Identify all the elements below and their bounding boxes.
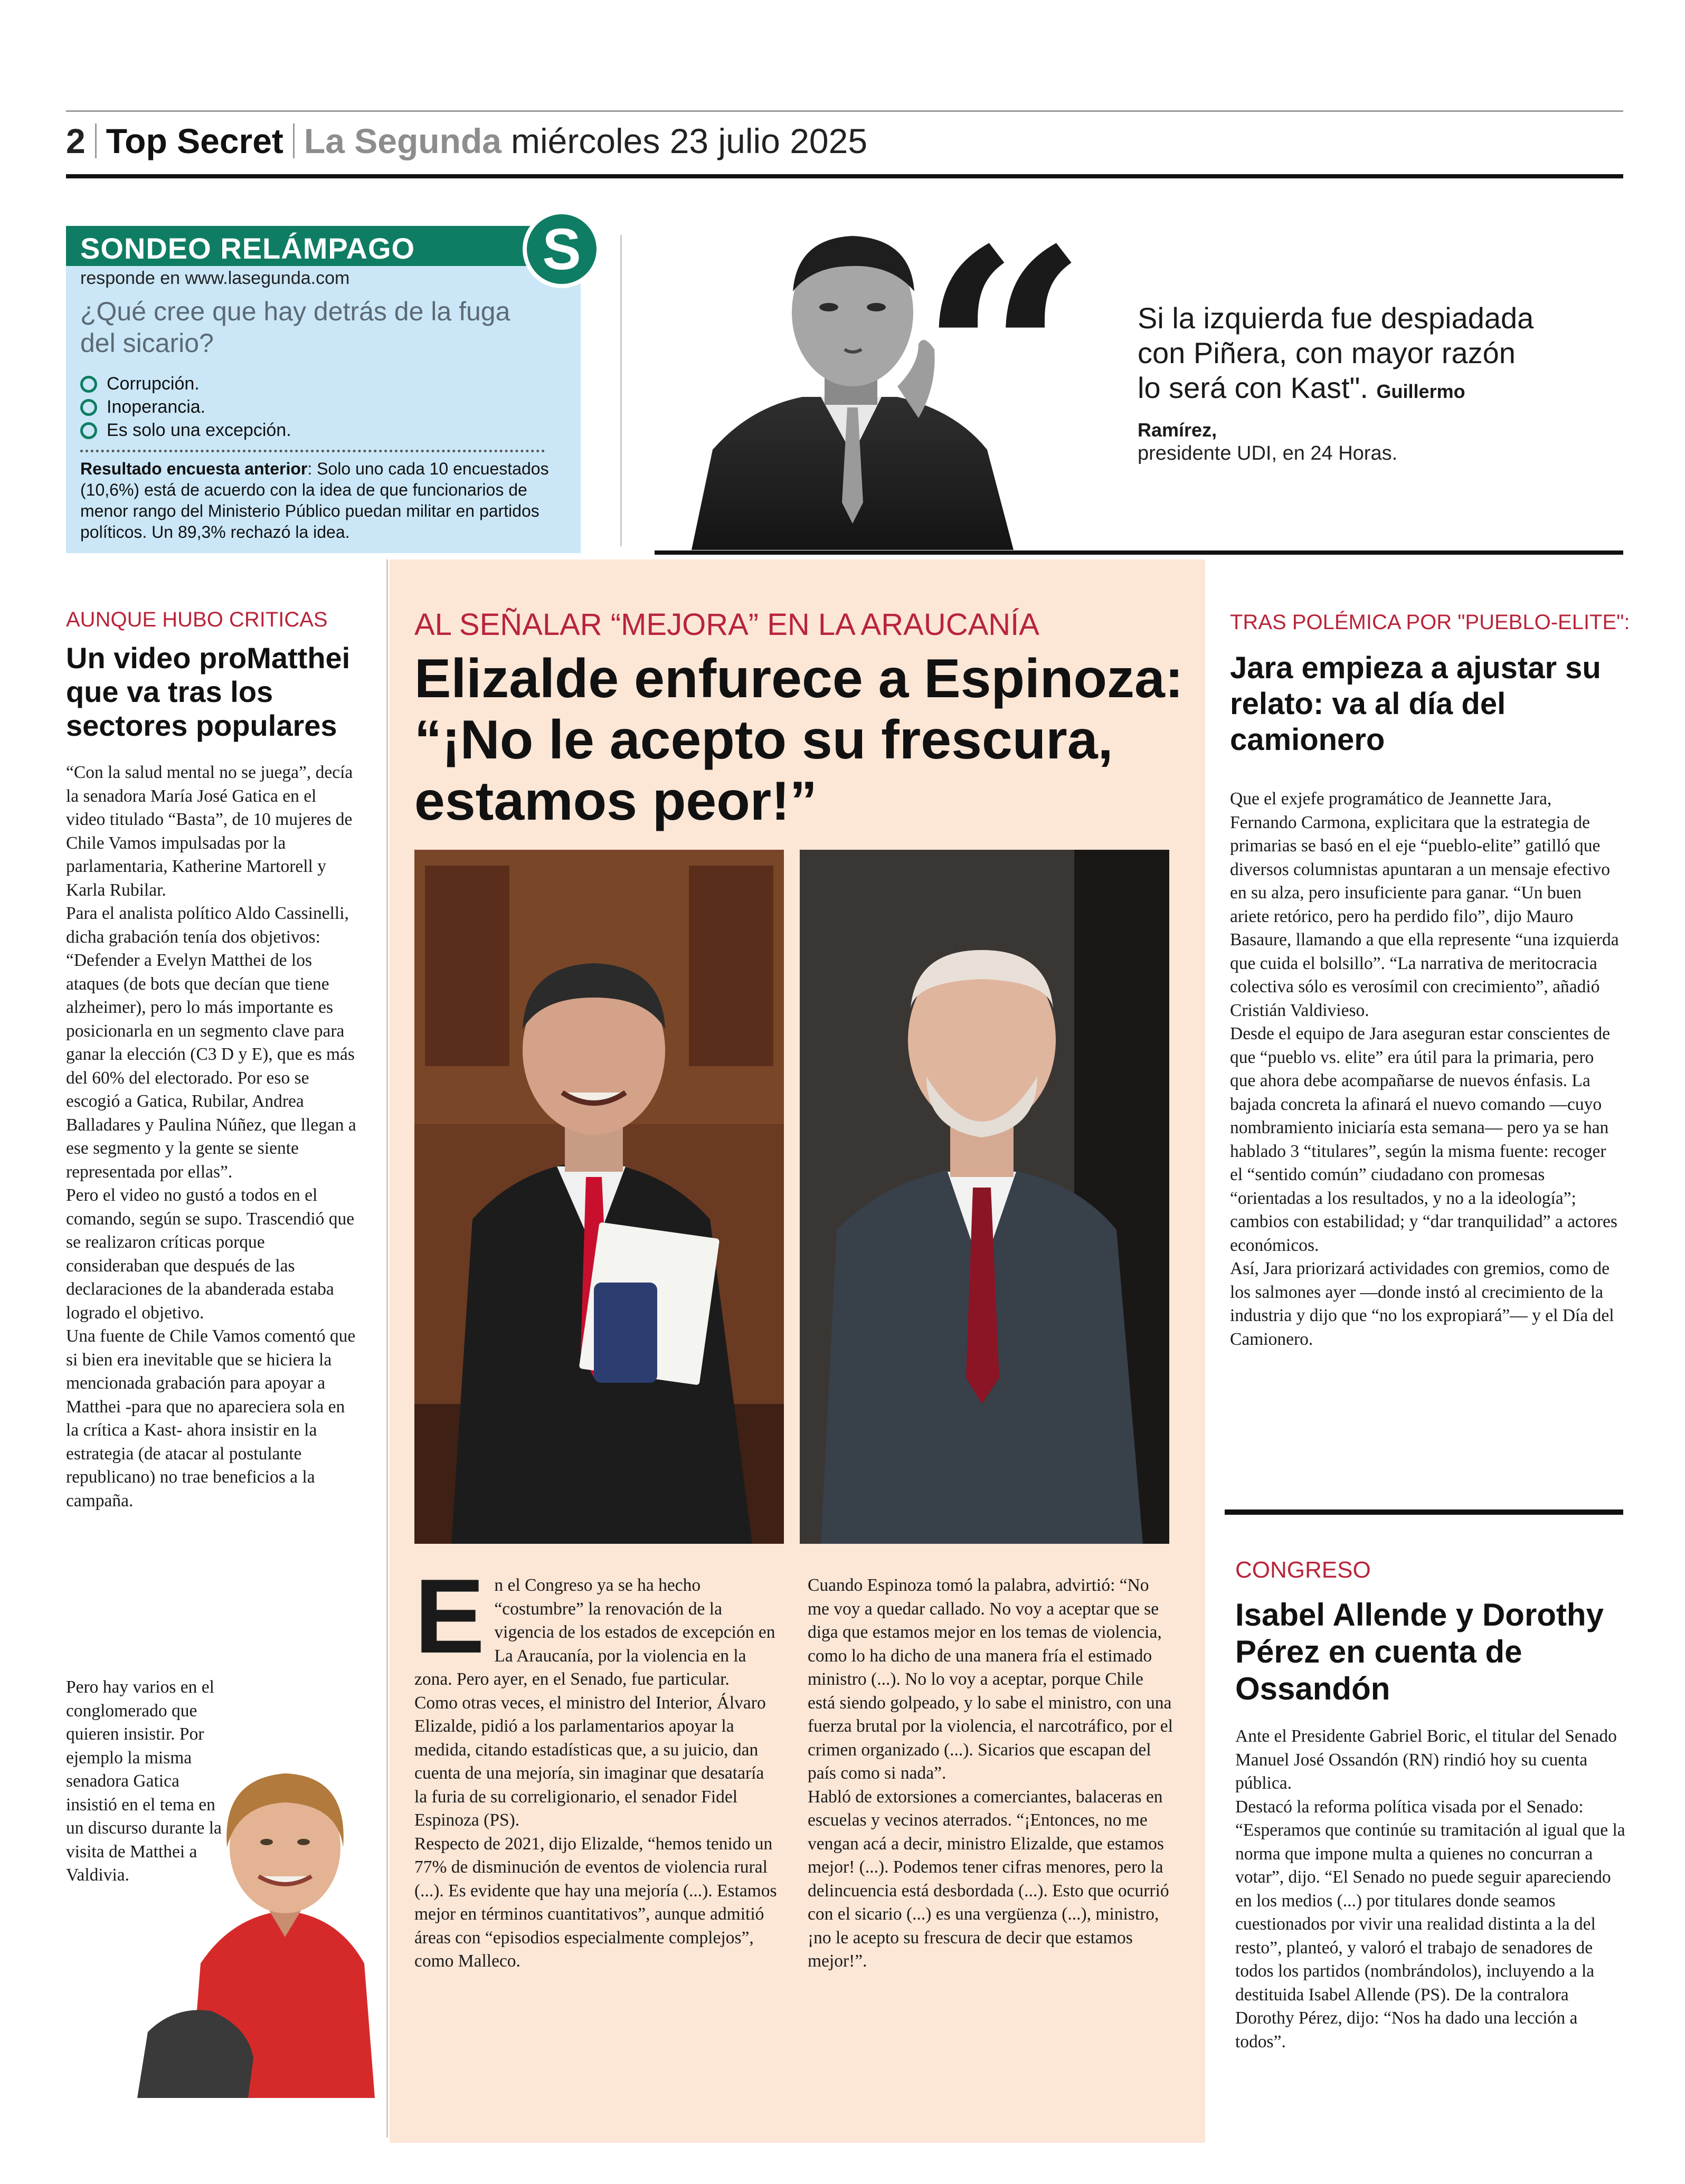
- left-story-tail: Pero hay varios en el conglomerado que quieren insistir. Por ejemplo la misma senadora Gatica insistió en el tema en un discurso durante la visita de Matthei a Valdivia.: [66, 1677, 222, 1885]
- center-story-column-1: [414, 1558, 779, 1973]
- column-divider: [386, 559, 388, 2138]
- poll-option-label: Corrupción.: [107, 374, 200, 394]
- section-name: Top Secret: [106, 121, 283, 160]
- column-divider: [620, 235, 622, 546]
- poll-option[interactable]: [80, 397, 205, 417]
- left-story-kicker: AUNQUE HUBO CRITICAS: [66, 608, 328, 631]
- header-separator: [95, 124, 97, 158]
- quote-author: Guillermo Ramírez,: [1138, 381, 1465, 441]
- paragraph: Cuando Espinoza tomó la palabra, advirtió: “No me voy a quedar callado. No voy a aceptar que se diga que estamos mejor en los temas de violencia, como lo ha dicho de una manera fría el estimado ministro (...). No lo voy a aceptar, porque Chile está siendo golpeado, y lo sabe el ministro, con una fuerza brutal por la violencia, el narcotráfico, por el crimen organizado (...). Sicarios que escapan del país como si nada”.: [808, 1575, 1173, 1783]
- drop-cap: E: [414, 1558, 485, 1675]
- paragraph: Desde el equipo de Jara aseguran estar conscientes de que “pueblo vs. elite” era útil para la primaria, pero que ahora debe acompañarse de nuevos énfasis. La bajada concreta la afinará el nuevo comando —cuyo nombramiento iniciaría esta semana— pero ya se han hablado 3 “titulares”, según la misma fuente: recoger el “sentido común” ciudadano con promesas “orientadas a los resultados, y no a la ideología”; cambios con estabilidad; y “dar tranquilidad” a actores económicos.: [1230, 1024, 1617, 1255]
- paragraph: Como otras veces, el ministro del Interior, Álvaro Elizalde, pidió a los parlamentarios apoyar la medida, citando estadísticas que, a su juicio, dan cuenta de una mejoría, sin imaginar que desataría la furia de su correligionario, el senador Fidel Espinoza (PS).: [414, 1693, 766, 1830]
- poll-result-text: : Solo uno cada 10 encuestados (10,6%) está de acuerdo con la idea de que funcionarios de menor rango del Ministerio Público puedan militar en partidos políticos. Un 89,3% rechazó la idea.: [80, 459, 549, 542]
- poll-previous-result: [80, 458, 555, 543]
- paragraph: Así, Jara priorizará actividades con gremios, como de los salmones ayer —donde instó al crecimiento de la industria y dijo que “no los expropiará”— y el Día del Camionero.: [1230, 1259, 1614, 1349]
- paragraph: n el Congreso ya se ha hecho “costumbre” la renovación de la vigencia de los estados de excepción en La Araucanía, por la violencia en la zona. Pero ayer, en el Senado, fue particular.: [414, 1575, 775, 1689]
- second-right-story-kicker: CONGRESO: [1235, 1557, 1371, 1583]
- right-story-kicker: TRAS POLÉMICA POR "PUEBLO-ELITE":: [1230, 611, 1630, 634]
- pull-quote-text: Si la izquierda fue despiadada con Piñera, con mayor razón lo será con Kast".: [1138, 301, 1534, 404]
- photo-espinoza: [800, 850, 1169, 1544]
- poll-badge: S: [523, 210, 601, 288]
- paragraph: Habló de extorsiones a comerciantes, balaceras en escuelas y vecinos aterrados. “¡Entonces, no me vengan acá a decir, ministro Elizalde, que estamos mejor! (...). Podemos tener cifras menores, pero la delincuencia está desbordada (...). Esto que ocurrió con el sicario (...) es una vergüenza (...), ministro, ¡no le acepto su frescura de decir que estamos mejor!”.: [808, 1787, 1169, 1971]
- paragraph: Ante el Presidente Gabriel Boric, el titular del Senado Manuel José Ossandón (RN) rindió hoy su cuenta pública.: [1235, 1726, 1617, 1793]
- header-top-rule: [66, 110, 1623, 112]
- second-right-story-body: [1235, 1725, 1629, 2054]
- center-story-column-2: [808, 1574, 1175, 1973]
- paragraph: Respecto de 2021, dijo Elizalde, “hemos tenido un 77% de disminución de eventos de violencia rural (...). Es evidente que hay una mejoría (...). Estamos mejor en términos cuantitativos”, aunque admitió áreas con “episodios especialmente complejos”, como Malleco.: [414, 1834, 777, 1971]
- radio-circle-icon[interactable]: [80, 422, 97, 439]
- poll-title: SONDEO RELÁMPAGO: [80, 232, 415, 265]
- publication-name: La Segunda: [304, 121, 501, 160]
- center-story-headline: Elizalde enfurece a Espinoza: “¡No le acepto su frescura, estamos peor!”: [414, 648, 1184, 832]
- poll-result-label: Resultado encuesta anterior: [80, 459, 308, 478]
- poll-option[interactable]: [80, 420, 291, 441]
- poll-option-label: Es solo una excepción.: [107, 420, 291, 440]
- header-bottom-rule: [66, 174, 1623, 178]
- portrait-photo-gatica: [127, 1689, 380, 2098]
- quote-author-role: presidente UDI, en 24 Horas.: [1138, 442, 1398, 464]
- page-number: 2: [66, 121, 86, 160]
- issue-date: miércoles 23 julio 2025: [510, 121, 868, 160]
- left-story-headline: Un video proMatthei que va tras los sectores populares: [66, 641, 351, 742]
- story-divider: [1225, 1509, 1623, 1515]
- right-story-body: [1230, 787, 1621, 1351]
- poll-subtitle[interactable]: responde en www.lasegunda.com: [80, 268, 350, 288]
- poll-question: ¿Qué cree que hay detrás de la fuga del sicario?: [80, 297, 510, 358]
- quote-bottom-rule: [655, 550, 1623, 555]
- paragraph: Una fuente de Chile Vamos comentó que si bien era inevitable que se hiciera la mencionada grabación para apoyar a Matthei -para que no apareciera sola en la crítica a Kast- ahora insistir en la estrategia (de atacar al postulante republicano) no trae beneficios a la campaña.: [66, 1326, 356, 1511]
- pull-quote: [1138, 301, 1539, 448]
- left-story-body: [66, 761, 359, 1513]
- header-separator: [293, 124, 295, 158]
- radio-circle-icon[interactable]: [80, 399, 97, 416]
- paragraph: Destacó la reforma política visada por el Senado: “Esperamos que continúe su tramitación al igual que la norma que impone multa a quienes no concurran a votar”, dijo. “El Senado no puede seguir apareciendo en los medios (...) por titulares donde seamos cuestionados por vivir una realidad distinta a la del resto”, planteó, y valoró el trabajo de senadores de todos los partidos (nombrándolos), incluyendo a la destituida Isabel Allende (PS). De la contralora Dorothy Pérez, dijo: “Nos ha dado una lección a todos”.: [1235, 1797, 1625, 2052]
- poll-option[interactable]: [80, 374, 200, 394]
- poll-option-label: Inoperancia.: [107, 397, 206, 417]
- radio-circle-icon[interactable]: [80, 376, 97, 393]
- paragraph: Que el exjefe programático de Jeannette Jara, Fernando Carmona, explicitara que la estrategia de primarias se basó en el eje “pueblo-elite” gatilló que diversos columnistas apuntaran a un mensaje efectivo en su alza, pero insuficiente para ganar. “Un buen ariete retórico, pero ha perdido filo”, dijo Mauro Basaure, llamando a que ella represente “una izquierda que cuida el bolsillo”. “La narrativa de meritocracia colectiva sólo es verosímil con crecimiento”, añadió Cristián Valdivieso.: [1230, 789, 1619, 1020]
- poll-divider: [80, 450, 545, 452]
- quote-mark-icon: “: [919, 185, 1089, 533]
- center-story-kicker: AL SEÑALAR “MEJORA” EN LA ARAUCANÍA: [414, 607, 1039, 642]
- page-header: [66, 117, 1623, 165]
- paragraph: Para el analista político Aldo Cassinelli, dicha grabación tenía dos objetivos: “Defender a Evelyn Matthei de los ataques (de bots que decían que tiene alzheimer), pero lo más importante es posicionarla en un segmento clave para ganar la elección (C3 D y E), que es más del 60% del electorado. Por eso se escogió a Gatica, Rubilar, Andrea Balladares y Paulina Núñez, que llegan a ese segmento y la gente se siente representada por ellas”.: [66, 904, 356, 1182]
- right-story-headline: Jara empieza a ajustar su relato: va al día del camionero: [1230, 651, 1601, 757]
- photo-elizalde: [414, 850, 784, 1544]
- paragraph: Pero el video no gustó a todos en el comando, según se supo. Trascendió que se realizaron críticas porque consideraban que después de las declaraciones de la abanderada estaba logrado el objetivo.: [66, 1185, 355, 1323]
- second-right-story-headline: Isabel Allende y Dorothy Pérez en cuenta de Ossandón: [1235, 1597, 1604, 1706]
- paragraph: “Con la salud mental no se juega”, decía la senadora María José Gatica en el video titulado “Basta”, de 10 mujeres de Chile Vamos impulsadas por la parlamentaria, Katherine Martorell y Karla Rubilar.: [66, 763, 353, 900]
